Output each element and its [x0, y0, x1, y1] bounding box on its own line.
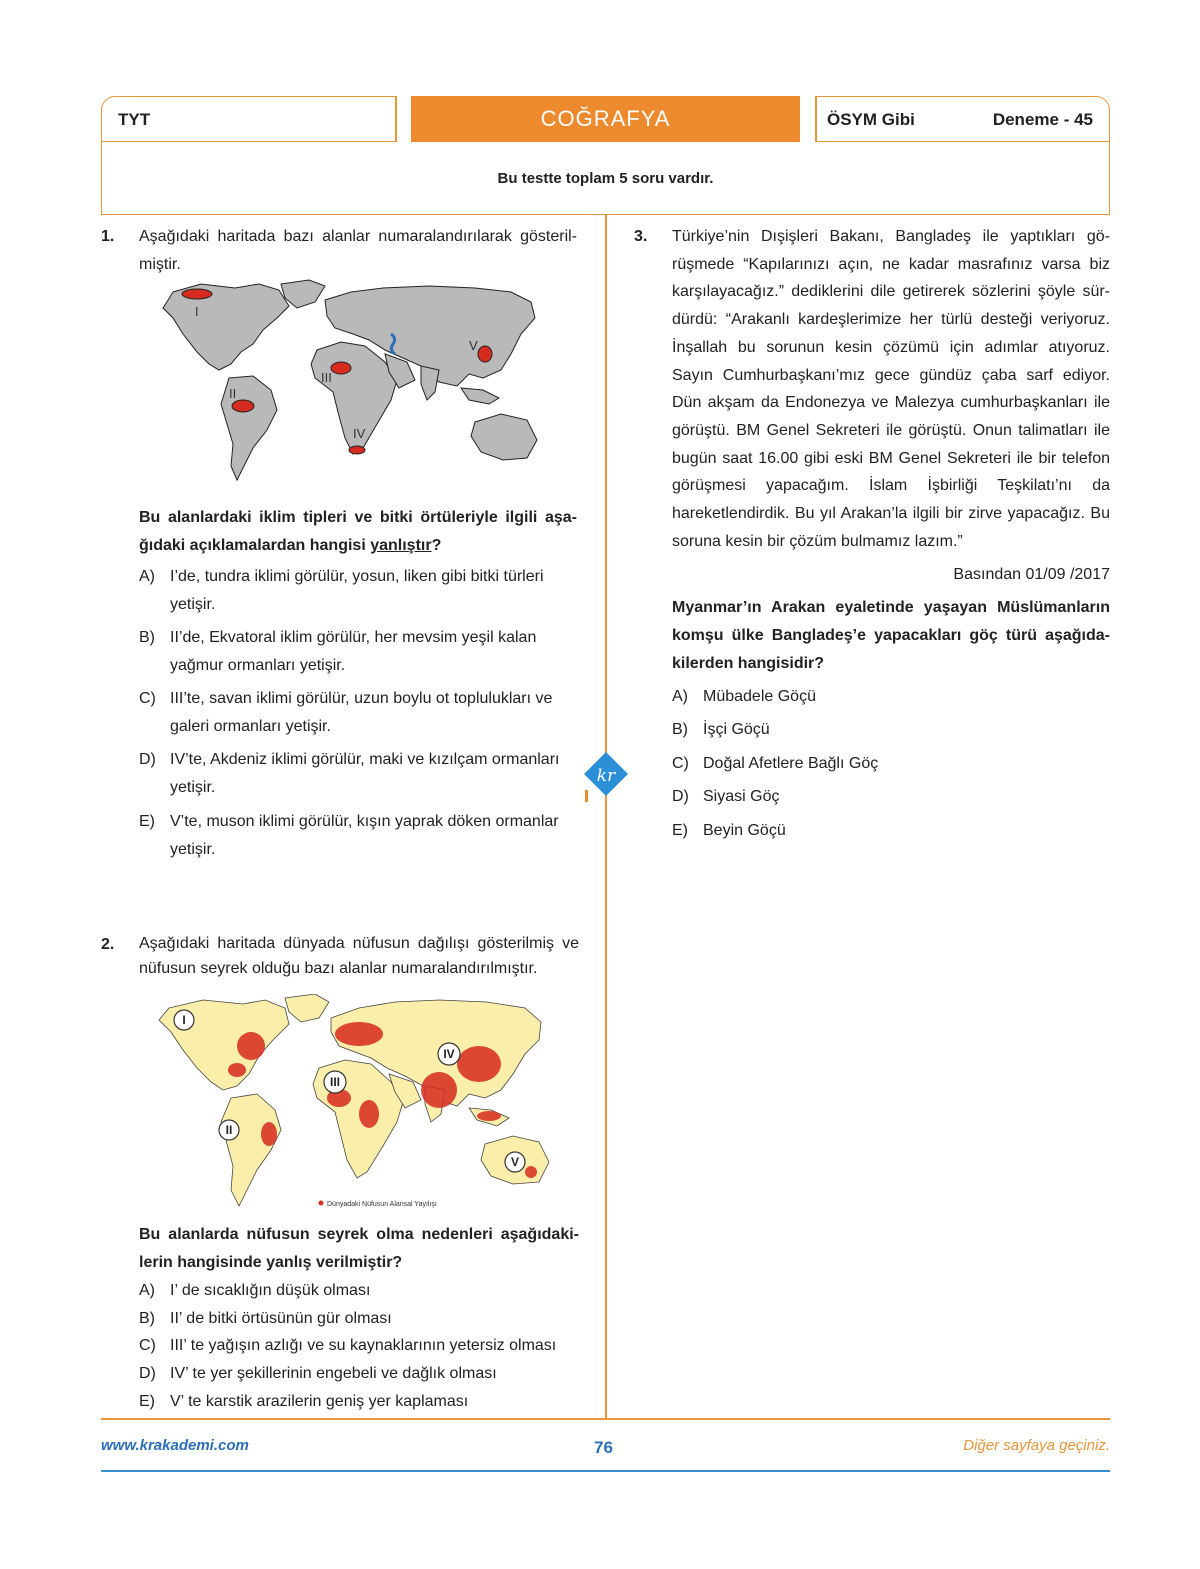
header-divider: [395, 96, 397, 142]
option-b[interactable]: [139, 1305, 579, 1333]
question-stem: [139, 504, 577, 560]
question-stem: Myanmar’ın Arakan eyaletinde yaşayan Müslümanların komşu ülke Bangladeş’e yapacakları göç türü aşağıda-kilerden hangisidir?: [672, 599, 1110, 672]
option-text: I’ de sıcaklığın düşük olması: [170, 1282, 371, 1299]
option-letter: B): [672, 721, 688, 738]
option-text: II’ de bitki örtüsünün gür olması: [170, 1310, 392, 1327]
option-e[interactable]: [139, 808, 577, 864]
option-a[interactable]: [139, 1277, 579, 1305]
option-d[interactable]: [139, 1360, 579, 1388]
density-europe: [335, 1022, 383, 1046]
map-label-v: V: [510, 1155, 520, 1169]
map-label-v: V: [469, 338, 478, 353]
option-text: I’de, tundra iklimi görülür, yosun, liken gibi bitki türleri yetişir.: [170, 568, 544, 613]
question-passage: Türkiye’nin Dışişleri Bakanı, Bangladeş ile yaptıkları gö-rüşmede “Kapılarınızı açın, ne kadar masrafınız varsa biz karşılayacağız.” dediklerini dile getirerek sözlerini şöyle sür-dürdü: “Arakanlı kardeşlerimize her türlü desteği veriyoruz. İnşallah bu sorunun kesin çözümü için adımlar atıyoruz. Sayın Cumhurbaşkanı’mız gece gündüz çaba sarf ediyor. Dün akşam da Endonezya ve Malezya cumhurbaşkanları ile görüştü. BM Genel Sekreteri ile görüştü. Onun talimatları ile bugün saat 16.00 gibi eski BM Genel Sekreteri ile bir telefon görüşmesi yapacağım. İslam İşbirliği Teşkilatı’nı da hareketlendirdik. Bu yıl Arakan’la ilgili bir zirve yapacağız. Bu soruna kesin bir çözüm bulmamız lazım.”: [672, 228, 1110, 550]
next-page-note: Diğer sayfaya geçiniz.: [963, 1437, 1110, 1454]
density-east-africa: [359, 1100, 379, 1128]
option-letter: C): [139, 1337, 156, 1354]
option-letter: E): [139, 1393, 155, 1410]
map-label-i: I: [182, 1013, 186, 1027]
option-d[interactable]: [139, 746, 577, 802]
land-india: [421, 366, 439, 400]
density-india: [421, 1072, 457, 1108]
density-brazil-coast: [261, 1122, 277, 1146]
option-letter: C): [139, 690, 156, 707]
density-australia-se: [525, 1166, 537, 1178]
stem-end: ?: [431, 537, 442, 554]
option-text: III’ te yağışın azlığı ve su kaynaklarının yetersiz olması: [170, 1337, 557, 1354]
option-letter: D): [672, 788, 689, 805]
option-text: II’de, Ekvatoral iklim görülür, her mevsim yeşil kalan yağmur ormanları yetişir.: [170, 629, 537, 674]
option-letter: C): [672, 755, 689, 772]
option-text: IV’ te yer şekillerinin engebeli ve dağlık olması: [170, 1365, 497, 1382]
option-letter: B): [139, 1310, 155, 1327]
option-b[interactable]: [139, 624, 577, 680]
map-label-iv: IV: [443, 1047, 455, 1061]
option-letter: E): [139, 813, 155, 830]
stem-emphasis: yanlıştır: [370, 537, 432, 554]
land-south-america: [221, 1094, 281, 1206]
option-letter: A): [139, 1282, 155, 1299]
map-label-iii: III: [329, 1075, 341, 1089]
legend-dot: [319, 1201, 324, 1206]
question-number: 2.: [101, 936, 115, 953]
option-letter: B): [139, 629, 155, 646]
info-box: [101, 141, 1110, 215]
density-us-east: [237, 1032, 265, 1060]
option-a[interactable]: [139, 563, 577, 619]
option-a[interactable]: [672, 683, 1110, 711]
climate-world-map: [139, 278, 563, 484]
option-text: Siyasi Göç: [703, 788, 780, 805]
option-text: Beyin Göçü: [703, 822, 786, 839]
source-label: ÖSYM Gibi: [827, 110, 915, 129]
option-text: Mübadele Göçü: [703, 688, 816, 705]
land-north-america: [163, 284, 289, 370]
option-text: İşçi Göçü: [703, 721, 770, 738]
option-letter: D): [139, 1365, 156, 1382]
option-letter: A): [672, 688, 688, 705]
website-link[interactable]: www.krakademi.com: [101, 1437, 249, 1454]
column-divider: [605, 215, 607, 1418]
question-intro: Aşağıdaki haritada dünyada nüfusun dağılışı gösterilmiş ve nüfusun seyrek olduğu bazı alanlar numaralandırılmıştır.: [139, 935, 579, 977]
density-china: [457, 1046, 501, 1082]
logo-text: kr: [596, 766, 616, 786]
passage-source: Basından 01/09 /2017: [953, 566, 1110, 583]
map-label-iv: IV: [353, 426, 366, 441]
subject-title: COĞRAFYA: [411, 96, 800, 142]
header-right-box: [815, 96, 1110, 142]
publisher-logo: [582, 752, 630, 808]
option-text: V’te, muson iklimi görülür, kışın yaprak döken ormanlar yetişir.: [170, 813, 559, 858]
option-letter: D): [139, 751, 156, 768]
footer-divider: [101, 1418, 1110, 1420]
population-world-map: [139, 994, 573, 1212]
option-c[interactable]: [139, 1332, 579, 1360]
page-number: 76: [594, 1438, 613, 1457]
zone-iv: [349, 446, 365, 454]
option-text: V’ te karstik arazilerin geniş yer kaplaması: [170, 1393, 469, 1410]
option-text: Doğal Afetlere Bağlı Göç: [703, 755, 879, 772]
option-text: IV’te, Akdeniz iklimi görülür, maki ve kızılçam ormanları yetişir.: [170, 751, 560, 796]
zone-ii: [232, 400, 254, 412]
option-b[interactable]: [672, 716, 1110, 744]
option-e[interactable]: [672, 817, 1110, 845]
land-australia: [471, 414, 537, 460]
option-text: III’te, savan iklimi görülür, uzun boylu ot toplulukları ve galeri ormanları yetişir.: [170, 690, 553, 735]
stem-text: Bu alanlardaki iklim tipleri ve bitki örtüleriyle ilgili aşa-ğıdaki açıklamalardan hangisi: [139, 509, 577, 554]
test-label: Deneme - 45: [992, 110, 1093, 129]
land-greenland: [285, 994, 329, 1022]
question-number: 1.: [101, 228, 115, 245]
option-e[interactable]: [139, 1388, 579, 1416]
header-left-box: [101, 96, 395, 142]
zone-i: [182, 289, 212, 299]
option-c[interactable]: [672, 750, 1110, 778]
option-c[interactable]: [139, 685, 577, 741]
footer-bottom-line: [101, 1470, 1110, 1472]
question-number: 3.: [634, 228, 648, 245]
map-label-iii: III: [321, 370, 332, 385]
zone-v: [478, 346, 492, 362]
land-indonesia: [461, 388, 499, 404]
map-label-i: I: [195, 304, 199, 319]
question-stem: Bu alanlarda nüfusun seyrek olma nedenleri aşağıdaki-lerin hangisinde yanlış verilmiştir?: [139, 1226, 579, 1271]
map-label-ii: II: [229, 386, 237, 401]
zone-iii: [331, 362, 351, 374]
density-mexico: [228, 1063, 246, 1077]
option-d[interactable]: [672, 783, 1110, 811]
option-letter: A): [139, 568, 155, 585]
info-text: Bu testte toplam 5 soru vardır.: [497, 170, 714, 187]
map-label-ii: II: [225, 1123, 233, 1137]
density-indonesia: [477, 1111, 501, 1121]
question-intro: Aşağıdaki haritada bazı alanlar numaralandırılarak gösteril-miştir.: [139, 228, 577, 273]
map-legend: Dünyadaki Nüfusun Alansal Yayılışı: [327, 1201, 437, 1208]
logo-accent: [585, 790, 588, 802]
option-letter: E): [672, 822, 688, 839]
exam-label: TYT: [118, 110, 151, 129]
